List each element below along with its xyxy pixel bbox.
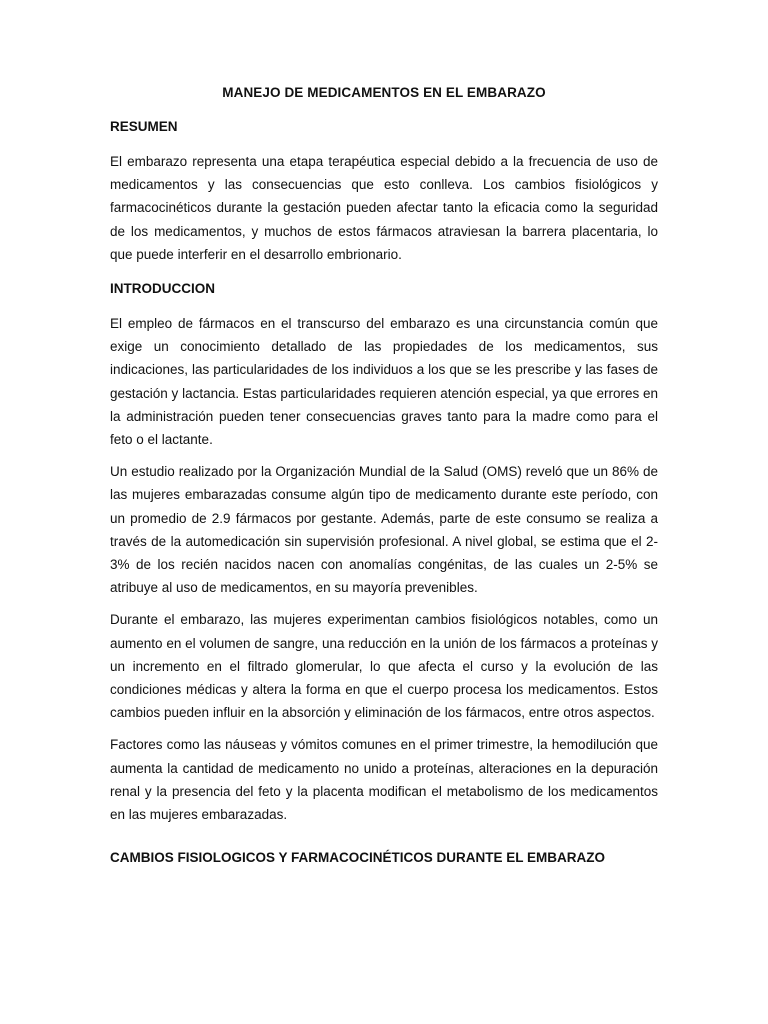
paragraph-resumen-1: El embarazo representa una etapa terapéutica especial debido a la frecuencia de uso de medicamentos y las consecuencias que esto conlleva. Los cambios fisiológicos y farmacocinéticos durante la gestación pueden afectar tanto la eficacia como la seguridad de los medicamentos, y muchos de estos fármacos atraviesan la barrera placentaria, lo que puede interferir en el desarrollo embrionario.	[110, 154, 658, 262]
section-heading-cambios: CAMBIOS FISIOLOGICOS Y FARMACOCINÉTICOS DURANTE EL EMBARAZO	[110, 850, 606, 866]
paragraph-introduccion-1: El empleo de fármacos en el transcurso del embarazo es una circunstancia común que exige un conocimiento detallado de las propiedades de los medicamentos, sus indicaciones, las particularidades de los individuos a los que se les prescribe y las fases de gestación y lactancia. Estas particularidades requieren atención especial, ya que errores en la administración pueden tener consecuencias graves tanto para la madre como para el feto o el lactante.	[110, 316, 658, 448]
section-heading-introduccion: INTRODUCCION	[110, 281, 215, 297]
document-title: MANEJO DE MEDICAMENTOS EN EL EMBARAZO	[222, 85, 546, 100]
paragraph-introduccion-3: Durante el embarazo, las mujeres experimentan cambios fisiológicos notables, como un aumento en el volumen de sangre, una reducción en la unión de los fármacos a proteínas y un incremento en el filtrado glomerular, lo que afecta el curso y la evolución de las condiciones médicas y altera la forma en que el cuerpo procesa los medicamentos. Estos cambios pueden influir en la absorción y eliminación de los fármacos, entre otros aspectos.	[110, 612, 658, 721]
section-heading-resumen: RESUMEN	[110, 119, 178, 134]
paragraph-introduccion-2: Un estudio realizado por la Organización Mundial de la Salud (OMS) reveló que un 86% de las mujeres embarazadas consume algún tipo de medicamento durante este período, con un promedio de 2.9 fármacos por gestante. Además, parte de este consumo se realiza a través de la automedicación sin supervisión profesional. A nivel global, se estima que el 2-3% de los recién nacidos nacen con anomalías congénitas, de las cuales un 2-5% se atribuye al uso de medicamentos, en su mayoría prevenibles.	[110, 464, 658, 596]
paragraph-introduccion-4: Factores como las náuseas y vómitos comunes en el primer trimestre, la hemodilución que aumenta la cantidad de medicamento no unido a proteínas, alteraciones en la depuración renal y la presencia del feto y la placenta modifican el metabolismo de los medicamentos en las mujeres embarazadas.	[110, 737, 658, 823]
document-body	[110, 84, 658, 881]
